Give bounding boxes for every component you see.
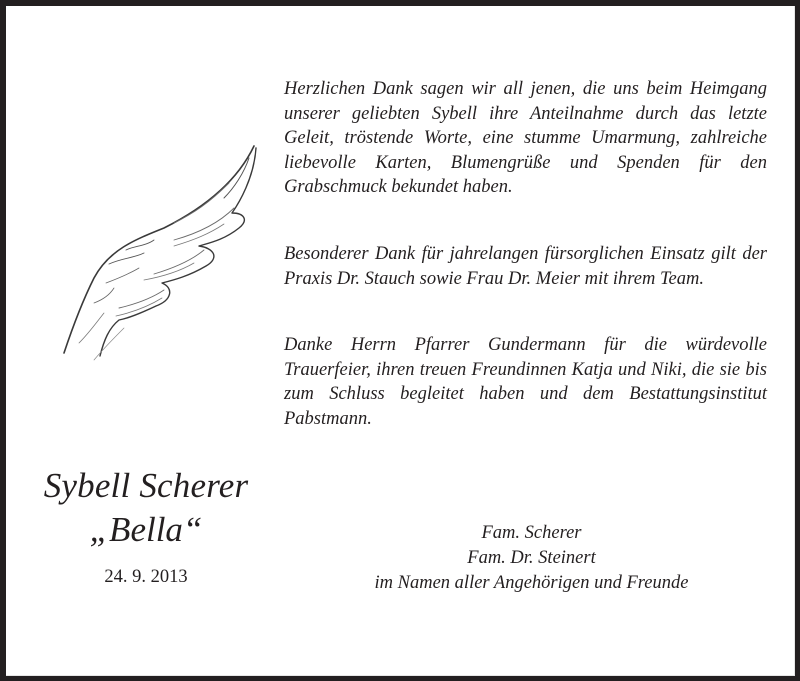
signatures [324,521,739,596]
deceased-name: Sybell Scherer [43,466,249,505]
paragraph-thanks-pastor-friends: Danke Herrn Pfarrer Gundermann für die würdevolle Trauerfeier, ihren treuen Freundinnen Katja und Niki, die sie bis zum Schluss begleitet haben und dem Bestattungsinstitut Pabstmann. [284,335,767,429]
obituary-card [6,6,795,676]
thank-you-text [284,77,767,432]
signature-line: im Namen aller Angehörigen und Freunde [374,573,689,593]
paragraph-thanks-all: Herzlichen Dank sagen wir all jenen, die uns beim Heimgang unserer geliebten Sybell ihre Anteilnahme durch das letzte Geleit, tröstende Worte, eine stumme Umarmung, zahlreiche liebevolle Karten, Blumengrüße und Spenden für den Grabschmuck bekundet haben. [284,79,767,198]
deceased-nickname: „Bella“ [89,510,203,549]
death-date: 24. 9. 2013 [104,567,188,587]
signature-line: Fam. Scherer [481,523,582,543]
signature-line: Fam. Dr. Steinert [467,548,596,568]
deceased-block [20,464,272,589]
angel-wing-icon [34,128,274,373]
paragraph-thanks-doctors: Besonderer Dank für jahrelangen fürsorglichen Einsatz gilt der Praxis Dr. Stauch sowie Frau Dr. Meier mit ihrem Team. [284,243,767,289]
